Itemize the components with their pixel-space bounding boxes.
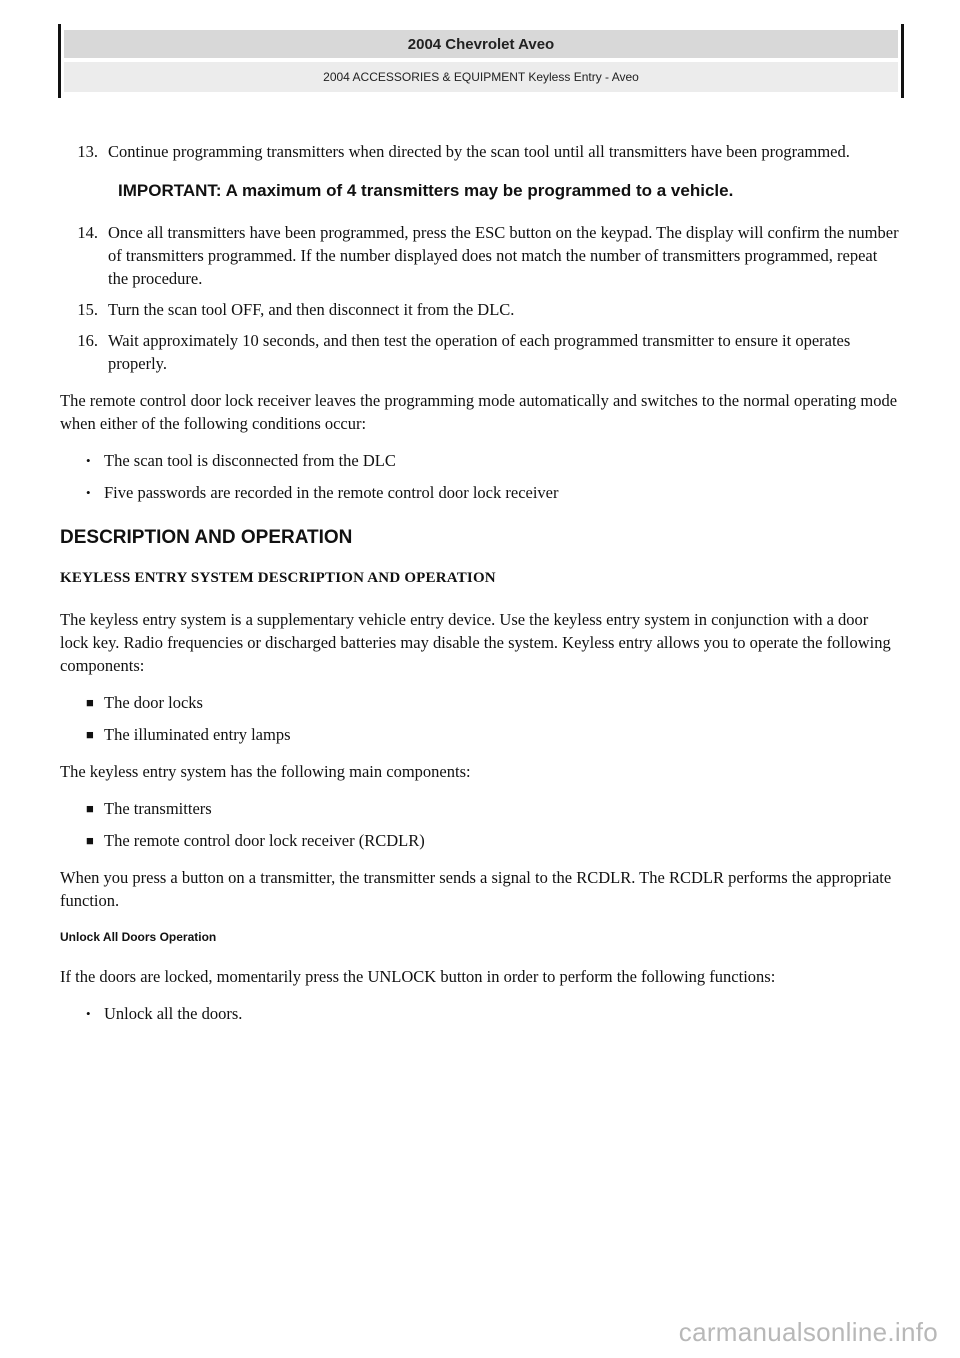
exit-conditions-list [60, 449, 900, 504]
paragraph-intro: The keyless entry system is a supplementary vehicle entry device. Use the keyless entry system in conjunction with a door lock key. Radio frequencies or discharged batteries may disable the system. Keyless entry allows you to operate the following components: [60, 610, 891, 675]
header-right-rule [901, 24, 904, 98]
main-components-list [60, 797, 900, 852]
document-header [58, 24, 904, 98]
paragraph-main-components: The keyless entry system has the following main components: [60, 762, 471, 781]
header-title: 2004 Chevrolet Aveo [64, 30, 898, 58]
document-body [60, 140, 900, 1039]
list-item: • Five passwords are recorded in the remote control door lock receiver [86, 483, 559, 502]
bullet-icon: • [86, 485, 91, 500]
bullet-icon: • [86, 1006, 91, 1021]
procedure-step [60, 329, 900, 375]
procedure-step [60, 140, 900, 163]
procedure-step [60, 298, 900, 321]
section-title: DESCRIPTION AND OPERATION [60, 527, 353, 548]
paragraph-unlock: If the doors are locked, momentarily press the UNLOCK button in order to perform the following functions: [60, 967, 776, 986]
unlock-heading: Unlock All Doors Operation [60, 930, 217, 944]
important-note: IMPORTANT: A maximum of 4 transmitters may be programmed to a vehicle. [118, 181, 734, 200]
step-text: Continue programming transmitters when directed by the scan tool until all transmitters have been programmed. [108, 142, 850, 161]
bullet-icon: ■ [86, 833, 94, 848]
step-text: Turn the scan tool OFF, and then disconnect it from the DLC. [108, 300, 515, 319]
bullet-icon: ■ [86, 727, 94, 742]
step-text: Once all transmitters have been programmed, press the ESC button on the keypad. The display will confirm the number of transmitters programmed. If the number displayed does not match the number of transmitters programmed, repeat the procedure. [108, 223, 899, 288]
list-item: ■ The transmitters [86, 799, 212, 818]
procedure-step [60, 221, 900, 290]
list-item: • The scan tool is disconnected from the DLC [86, 451, 396, 470]
site-watermark: carmanualsonline.info [678, 1317, 938, 1347]
list-item: ■ The door locks [86, 693, 203, 712]
bullet-icon: ■ [86, 695, 94, 710]
list-item: ■ The remote control door lock receiver (RCDLR) [86, 831, 425, 850]
paragraph-exit-mode: The remote control door lock receiver leaves the programming mode automatically and switches to the normal operating mode when either of the following conditions occur: [60, 391, 898, 433]
step-number: 14. [77, 223, 98, 242]
step-number: 13. [77, 142, 98, 161]
components-operate-list [60, 691, 900, 746]
header-subtitle: 2004 ACCESSORIES & EQUIPMENT Keyless Entry - Aveo [64, 62, 898, 92]
bullet-icon: ■ [86, 801, 94, 816]
paragraph-press-button: When you press a button on a transmitter, the transmitter sends a signal to the RCDLR. The RCDLR performs the appropriate function. [60, 868, 892, 910]
header-left-rule [58, 24, 61, 98]
bullet-icon: • [86, 453, 91, 468]
step-number: 16. [77, 331, 98, 350]
step-number: 15. [77, 300, 98, 319]
subsection-title: KEYLESS ENTRY SYSTEM DESCRIPTION AND OPERATION [60, 570, 496, 586]
list-item: • Unlock all the doors. [86, 1004, 243, 1023]
list-item: ■ The illuminated entry lamps [86, 725, 291, 744]
step-text: Wait approximately 10 seconds, and then test the operation of each programmed transmitter to ensure it operates properly. [108, 331, 851, 373]
unlock-functions-list [60, 1002, 900, 1025]
